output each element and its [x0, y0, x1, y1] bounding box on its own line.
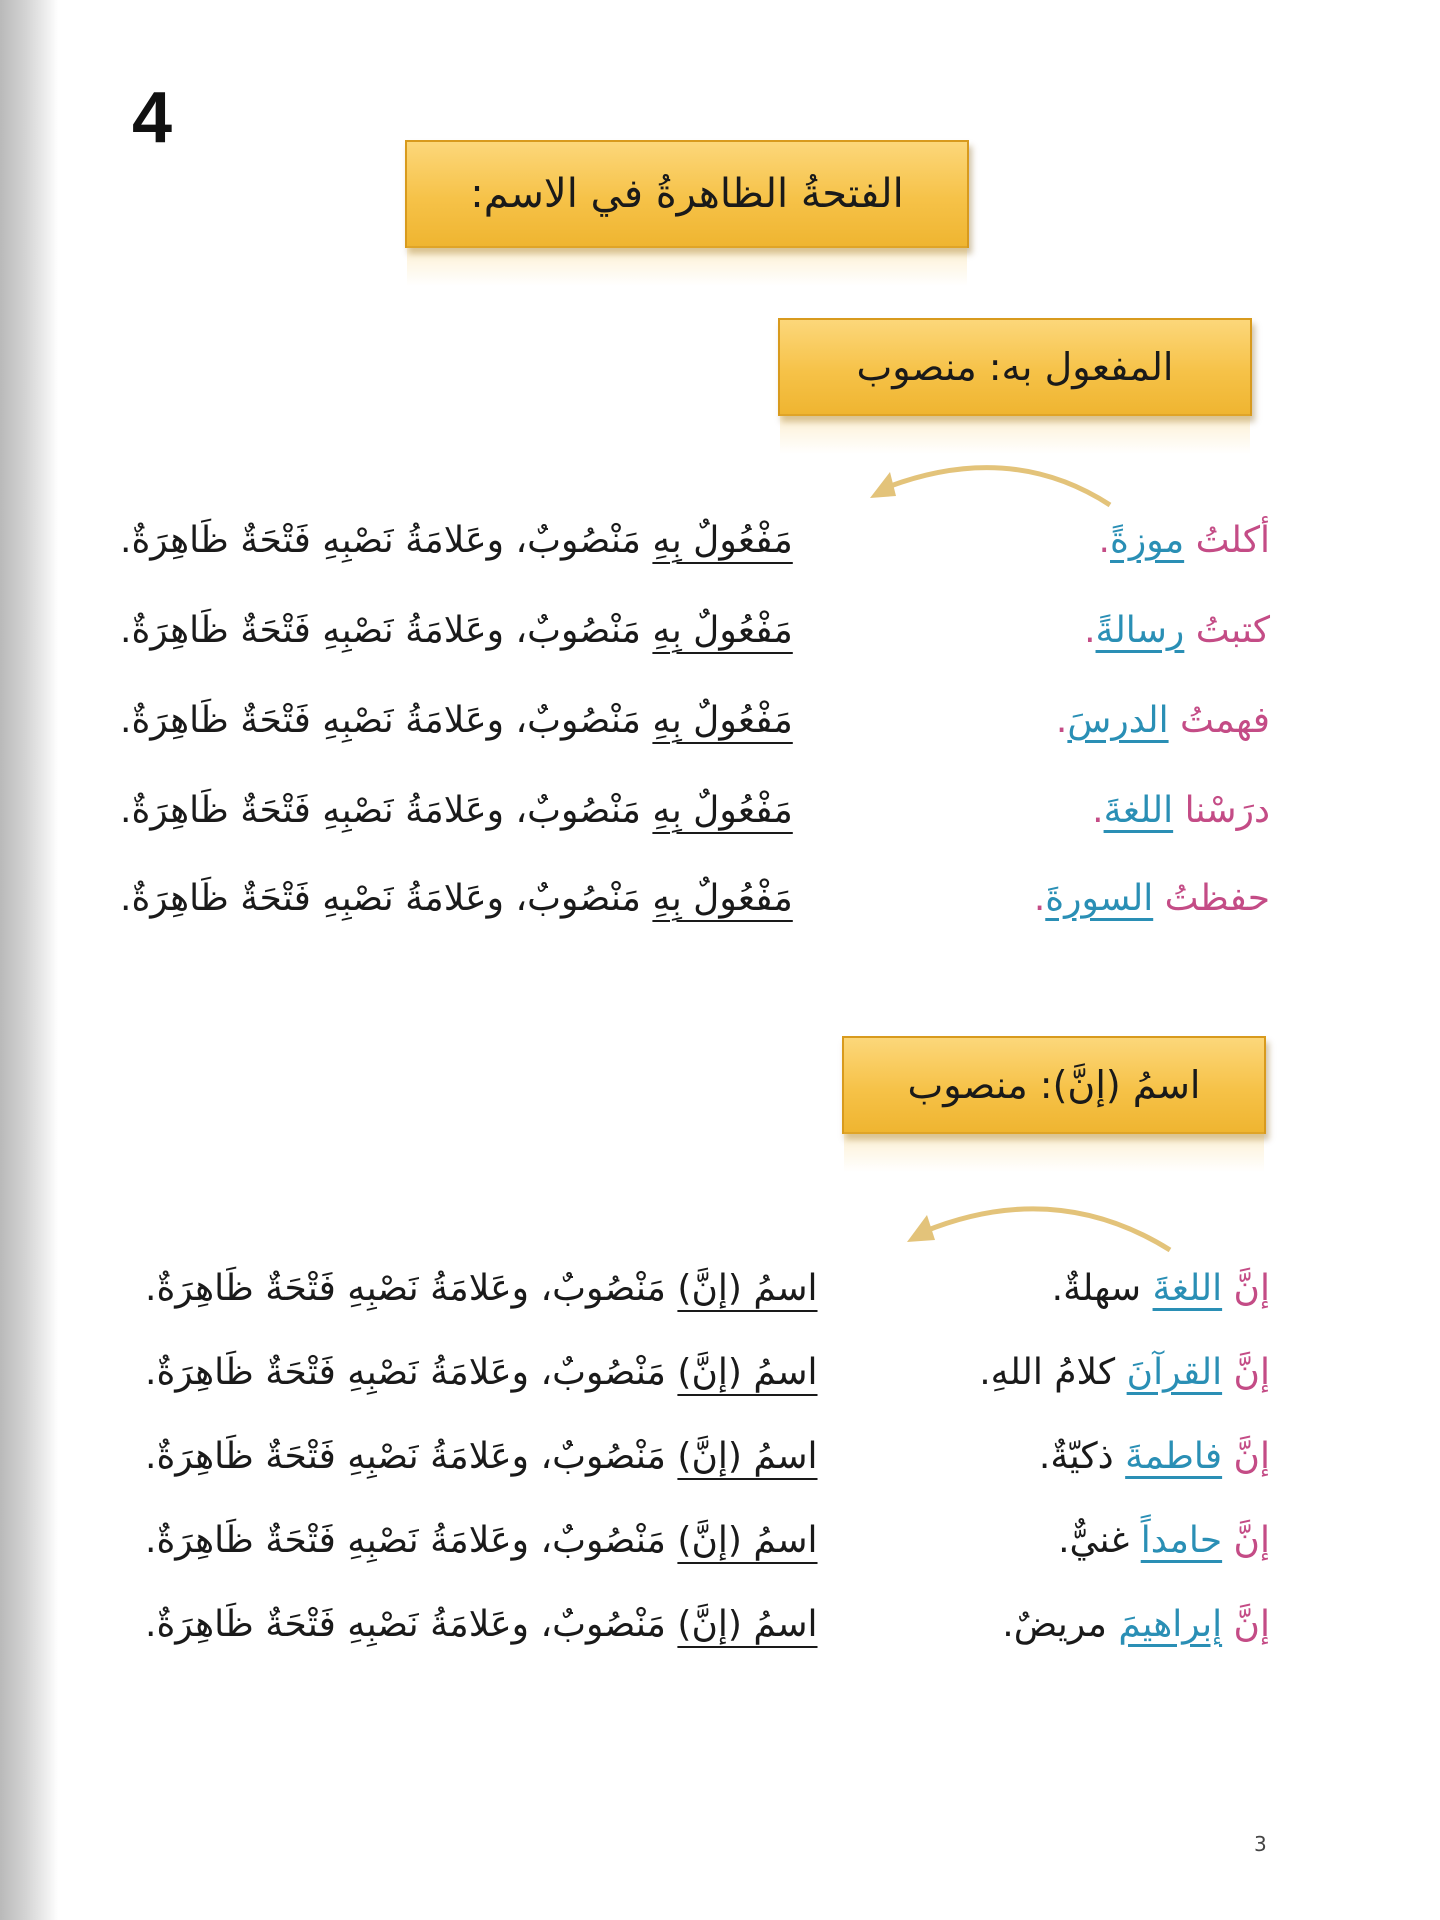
example-row [145, 1352, 1270, 1422]
section1-heading: المفعول به: منصوب [856, 345, 1174, 389]
example-row [120, 790, 1270, 860]
main-title: الفتحةُ الظاهرةُ في الاسم: [470, 171, 904, 217]
sentence-end: . [1033, 878, 1046, 919]
example-row [145, 1604, 1270, 1674]
explanation-rest: مَنْصُوبٌ، وعَلامَةُ نَصْبِهِ فَتْحَةٌ ظَاهِرَةٌ. [145, 1352, 678, 1393]
example-sentence [1092, 790, 1270, 831]
explanation-rest: مَنْصُوبٌ، وعَلامَةُ نَصْبِهِ فَتْحَةٌ ظَاهِرَةٌ. [145, 1436, 678, 1477]
explanation-term: مَفْعُولٌ بِهِ [652, 520, 793, 561]
title-reflection [407, 246, 967, 286]
example-verb: فهمتُ [1168, 700, 1270, 741]
explanation-rest: مَنْصُوبٌ، وعَلامَةُ نَصْبِهِ فَتْحَةٌ ظَاهِرَةٌ. [145, 1268, 678, 1309]
inna-noun: اللغةَ [1152, 1268, 1223, 1309]
example-row [120, 878, 1270, 948]
explanation-term: اسمُ (إنَّ) [677, 1520, 818, 1561]
heading-reflection [780, 414, 1250, 454]
inna-noun: حامداً [1140, 1520, 1223, 1561]
explanation-term: اسمُ (إنَّ) [677, 1268, 818, 1309]
grammar-explanation [120, 610, 793, 651]
example-sentence [1052, 1268, 1270, 1309]
explanation-term: مَفْعُولٌ بِهِ [652, 878, 793, 919]
inna-particle: إنَّ [1222, 1436, 1270, 1477]
grammar-explanation [145, 1604, 818, 1645]
grammar-explanation [145, 1436, 818, 1477]
explanation-term: اسمُ (إنَّ) [677, 1604, 818, 1645]
inna-particle: إنَّ [1222, 1352, 1270, 1393]
explanation-term: مَفْعُولٌ بِهِ [652, 700, 793, 741]
example-row [145, 1520, 1270, 1590]
example-verb: كتبتُ [1184, 610, 1270, 651]
inna-noun: القرآنَ [1126, 1352, 1223, 1393]
example-verb: أكلتُ [1184, 520, 1270, 561]
explanation-term: مَفْعُولٌ بِهِ [652, 790, 793, 831]
example-sentence [1039, 1436, 1270, 1477]
explanation-rest: مَنْصُوبٌ، وعَلامَةُ نَصْبِهِ فَتْحَةٌ ظَاهِرَةٌ. [120, 610, 653, 651]
page-number: 3 [1254, 1832, 1267, 1856]
object-word: الدرسَ [1067, 700, 1169, 741]
explanation-rest: مَنْصُوبٌ، وعَلامَةُ نَصْبِهِ فَتْحَةٌ ظَاهِرَةٌ. [120, 878, 653, 919]
inna-noun: إبراهيمَ [1118, 1604, 1223, 1645]
object-word: رسالةً [1095, 610, 1185, 651]
explanation-rest: مَنْصُوبٌ، وعَلامَةُ نَصْبِهِ فَتْحَةٌ ظَاهِرَةٌ. [120, 790, 653, 831]
section1-heading-box [778, 318, 1252, 416]
explanation-rest: مَنْصُوبٌ، وعَلامَةُ نَصْبِهِ فَتْحَةٌ ظَاهِرَةٌ. [145, 1520, 678, 1561]
example-row [120, 700, 1270, 770]
example-sentence [979, 1352, 1270, 1393]
object-word: السورةَ [1045, 878, 1154, 919]
object-word: موزةً [1110, 520, 1185, 561]
example-sentence [1058, 1520, 1270, 1561]
sentence-end: . [1092, 790, 1104, 831]
heading-reflection [844, 1132, 1264, 1172]
grammar-explanation [120, 520, 793, 561]
section2-heading: اسمُ (إنَّ): منصوب [907, 1063, 1201, 1107]
grammar-explanation [120, 700, 793, 741]
page-edge-shadow [0, 0, 58, 1920]
sentence-rest: مريضٌ. [1002, 1604, 1119, 1645]
example-row [120, 520, 1270, 590]
explanation-rest: مَنْصُوبٌ، وعَلامَةُ نَصْبِهِ فَتْحَةٌ ظَاهِرَةٌ. [120, 700, 653, 741]
sentence-end: . [1084, 610, 1096, 651]
example-sentence [1034, 878, 1270, 919]
grammar-explanation [145, 1352, 818, 1393]
curved-arrow-icon [895, 1190, 1180, 1255]
object-word: اللغةَ [1103, 790, 1174, 831]
grammar-explanation [120, 878, 793, 919]
explanation-term: اسمُ (إنَّ) [677, 1352, 818, 1393]
grammar-explanation [120, 790, 793, 831]
curved-arrow-icon [860, 450, 1120, 510]
grammar-explanation [145, 1520, 818, 1561]
example-sentence [1084, 610, 1270, 651]
explanation-term: مَفْعُولٌ بِهِ [652, 610, 793, 651]
explanation-rest: مَنْصُوبٌ، وعَلامَةُ نَصْبِهِ فَتْحَةٌ ظَاهِرَةٌ. [120, 520, 653, 561]
example-verb: درَسْنا [1173, 790, 1270, 831]
page-marker: 4 [132, 78, 173, 158]
inna-particle: إنَّ [1222, 1520, 1270, 1561]
example-row [145, 1268, 1270, 1338]
sentence-rest: كلامُ اللهِ. [979, 1352, 1127, 1393]
example-row [120, 610, 1270, 680]
inna-noun: فاطمةَ [1125, 1436, 1223, 1477]
example-sentence [1099, 520, 1270, 561]
example-sentence [1056, 700, 1270, 741]
example-verb: حفظتُ [1153, 878, 1270, 919]
example-sentence [1002, 1604, 1270, 1645]
sentence-end: . [1055, 700, 1068, 741]
main-title-box [405, 140, 969, 248]
sentence-rest: سهلةٌ. [1051, 1268, 1153, 1309]
example-row [145, 1436, 1270, 1506]
sentence-end: . [1098, 520, 1110, 561]
inna-particle: إنَّ [1222, 1268, 1270, 1309]
sentence-rest: ذكيّةٌ. [1038, 1436, 1126, 1477]
explanation-term: اسمُ (إنَّ) [677, 1436, 818, 1477]
explanation-rest: مَنْصُوبٌ، وعَلامَةُ نَصْبِهِ فَتْحَةٌ ظَاهِرَةٌ. [145, 1604, 678, 1645]
grammar-explanation [145, 1268, 818, 1309]
sentence-rest: غنيٌّ. [1058, 1520, 1141, 1561]
inna-particle: إنَّ [1222, 1604, 1270, 1645]
section2-heading-box [842, 1036, 1266, 1134]
